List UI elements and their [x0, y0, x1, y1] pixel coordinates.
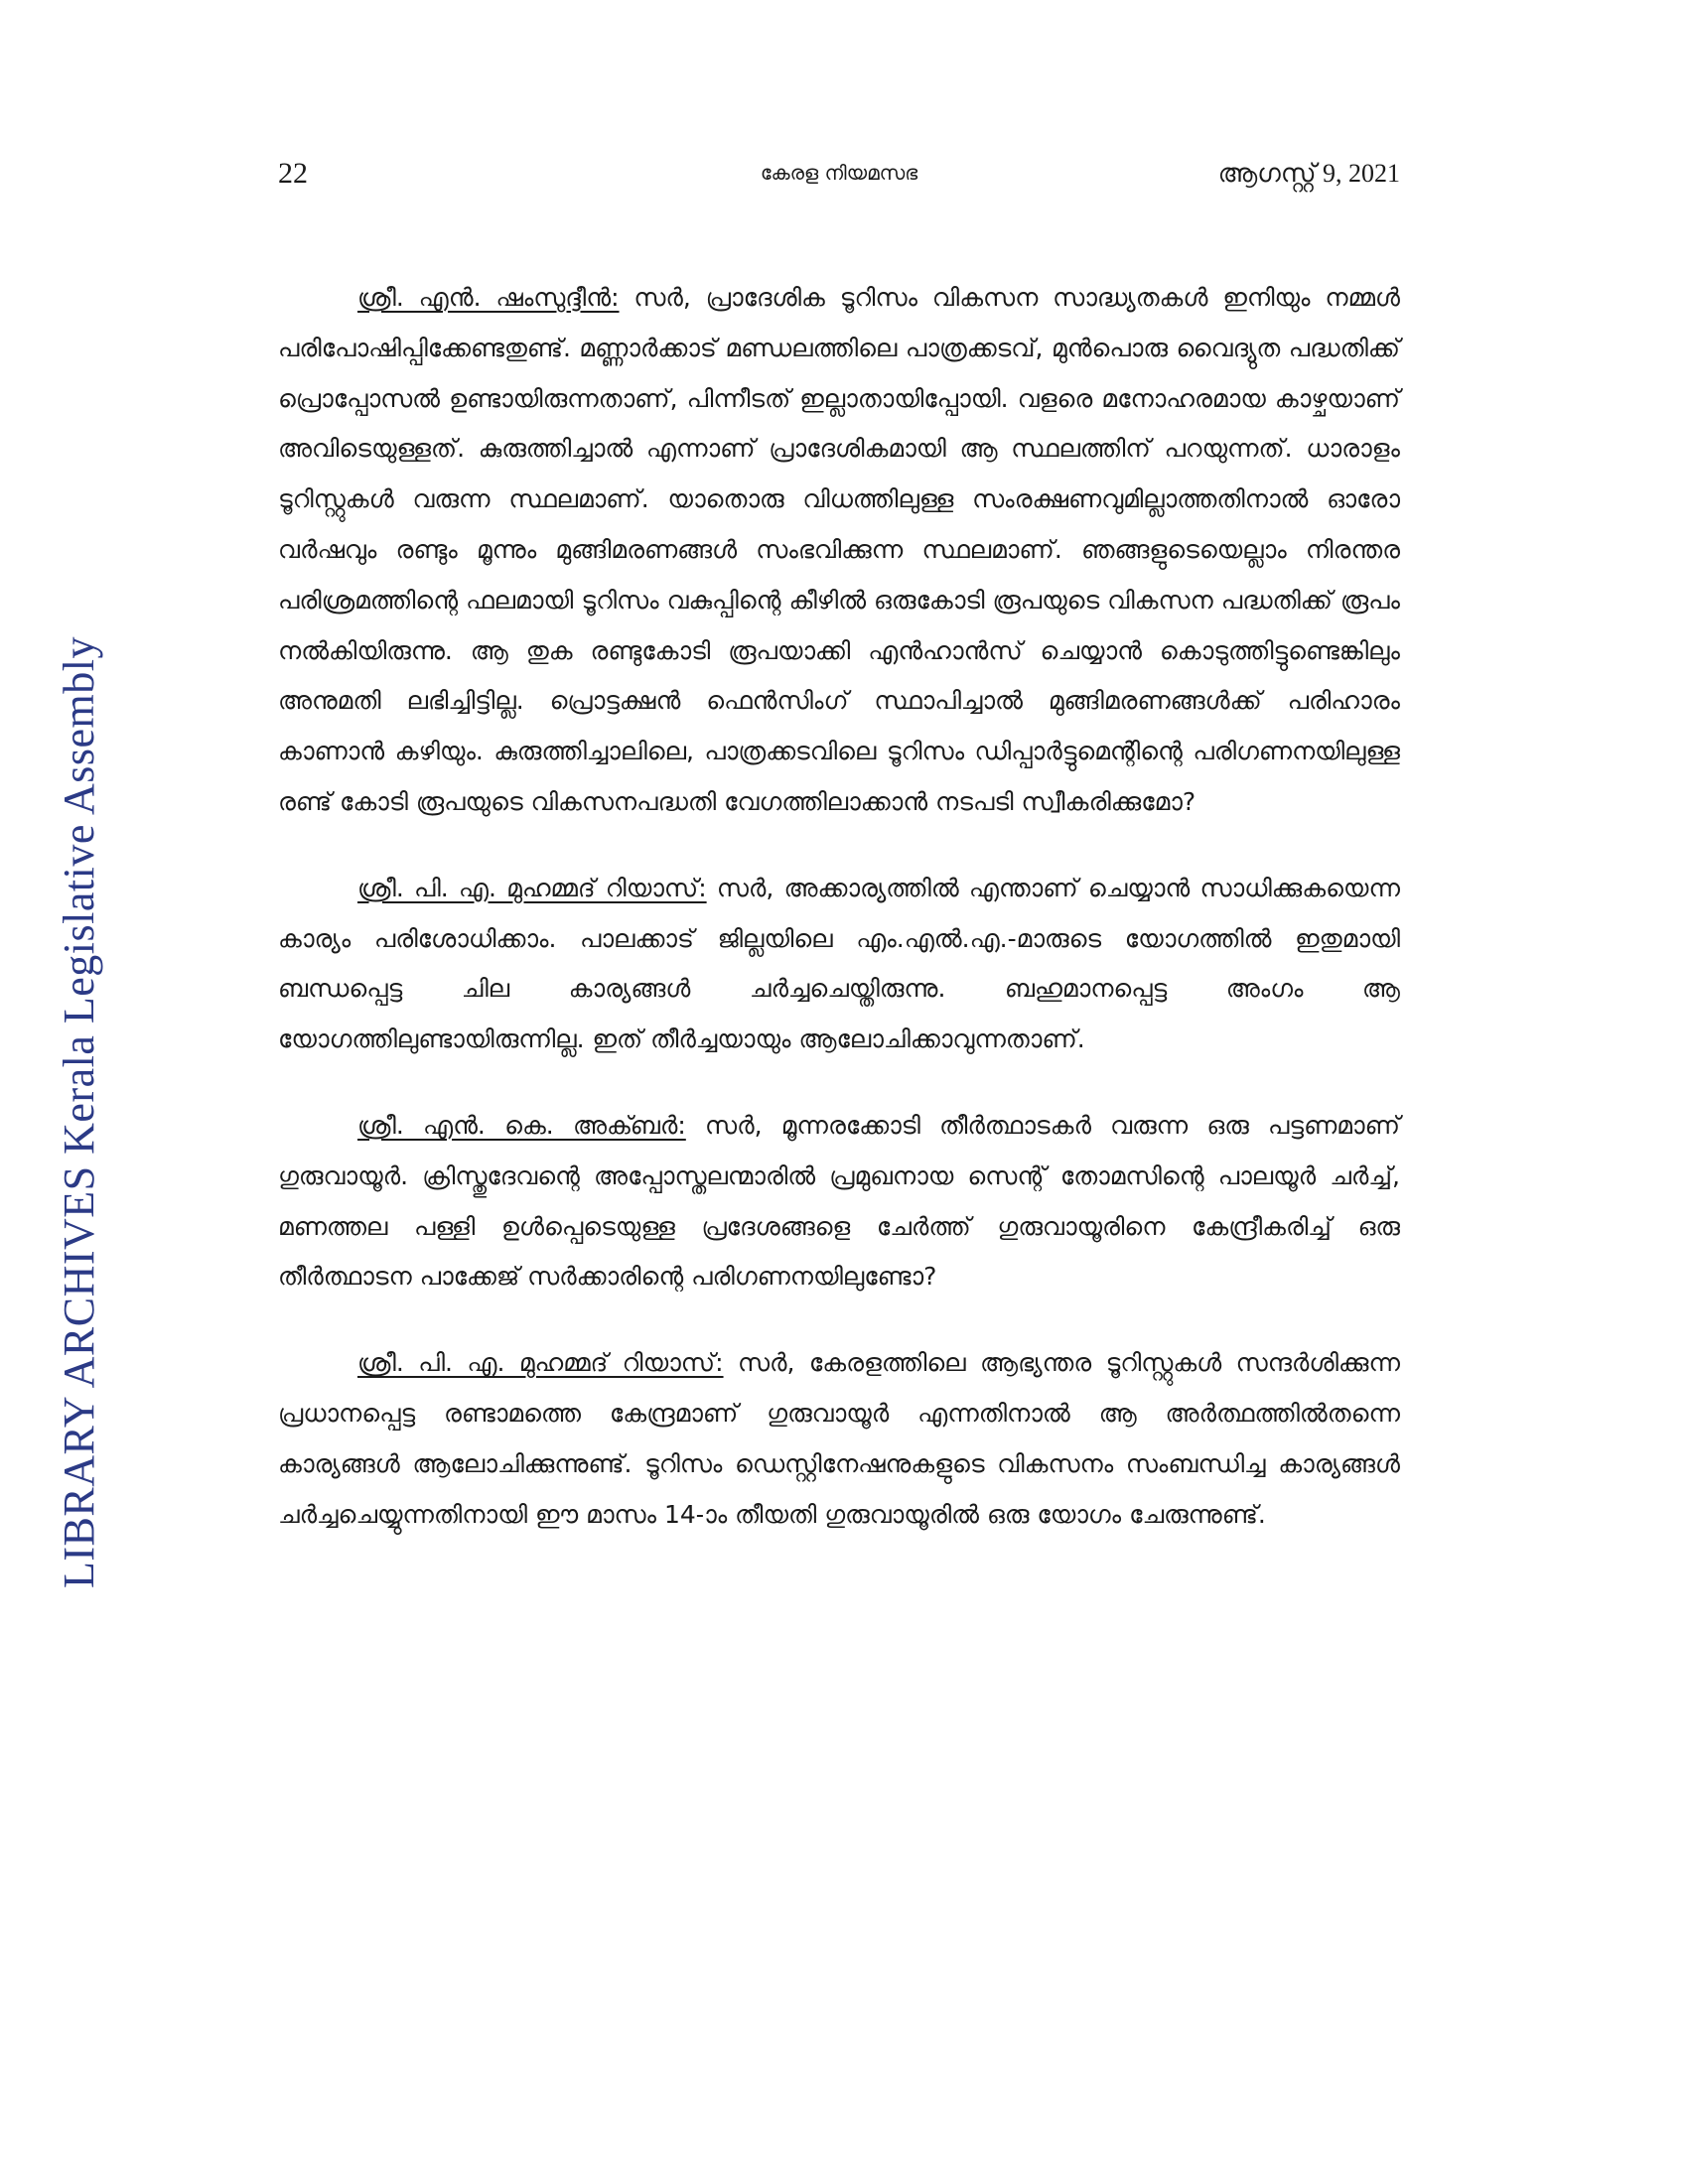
paragraph-2: [278, 864, 1400, 1065]
paragraph-text: സർ, അക്കാര്യത്തിൽ എന്താണ് ചെയ്യാൻ സാധിക്കുകയെന്ന കാര്യം പരിശോധിക്കാം. പാലക്കാട് ജില്ലയിലെ എം.എൽ.എ.-മാരുടെ യോഗത്തിൽ ഇതുമായി ബന്ധപ്പെട്ട ചില കാര്യങ്ങൾ ചർച്ചചെയ്തിരുന്നു. ബഹുമാനപ്പെട്ട അംഗം ആ യോഗത്തിലുണ്ടായിരുന്നില്ല. ഇത് തീർച്ചയായും ആലോചിക്കാവുന്നതാണ്.: [278, 873, 1400, 1054]
page-number: 22: [278, 157, 308, 190]
speaker-name: ശ്രീ. പി. എ. മുഹമ്മദ് റിയാസ്:: [357, 873, 707, 902]
paragraph-1: [278, 273, 1400, 828]
paragraph-4: [278, 1338, 1400, 1540]
header-date: ആഗസ്റ്റ് 9, 2021: [1217, 159, 1400, 188]
transcript-body: [278, 273, 1400, 1575]
header-title: കേരള നിയമസഭ: [760, 161, 918, 185]
speaker-name: ശ്രീ. എൻ. ഷംസുദ്ദീൻ:: [357, 283, 620, 312]
page-header: [278, 157, 1400, 205]
archive-watermark: LIBRARY ARCHIVES Kerala Legislative Assembly: [55, 636, 103, 1588]
paragraph-3: [278, 1101, 1400, 1302]
paragraph-text: സർ, കേരളത്തിലെ ആഭ്യന്തര ടൂറിസ്റ്റുകൾ സന്ദർശിക്കുന്ന പ്രധാനപ്പെട്ട രണ്ടാമത്തെ കേന്ദ്രമാണ് ഗുരുവായൂർ എന്നതിനാൽ ആ അർത്ഥത്തിൽതന്നെ കാര്യങ്ങൾ ആലോചിക്കുന്നുണ്ട്. ടൂറിസം ഡെസ്റ്റിനേഷനുകളുടെ വികസനം സംബന്ധിച്ച കാര്യങ്ങൾ ചർച്ചചെയ്യുന്നതിനായി ഈ മാസം 14-ാം തീയതി ഗുരുവായൂരിൽ ഒരു യോഗം ചേരുന്നുണ്ട്.: [278, 1348, 1401, 1529]
paragraph-text: സർ, മൂന്നരക്കോടി തീർത്ഥാടകർ വരുന്ന ഒരു പട്ടണമാണ് ഗുരുവായൂർ. ക്രിസ്തുദേവന്റെ അപ്പോസ്തലന്മാരിൽ പ്രമുഖനായ സെന്റ് തോമസിന്റെ പാലയൂർ ചർച്ച്, മണത്തല പള്ളി ഉൾപ്പെടെയുള്ള പ്രദേശങ്ങളെ ചേർത്ത് ഗുരുവായൂരിനെ കേന്ദ്രീകരിച്ച് ഒരു തീർത്ഥാടന പാക്കേജ് സർക്കാരിന്റെ പരിഗണനയിലുണ്ടോ?: [278, 1110, 1400, 1292]
paragraph-text: സർ, പ്രാദേശിക ടൂറിസം വികസന സാദ്ധ്യതകൾ ഇനിയും നമ്മൾ പരിപോഷിപ്പിക്കേണ്ടതുണ്ട്. മണ്ണാർക്കാട് മണ്ഡലത്തിലെ പാത്രക്കടവ്, മുൻപൊരു വൈദ്യുത പദ്ധതിക്ക് പ്രൊപ്പോസൽ ഉണ്ടായിരുന്നതാണ്, പിന്നീടത് ഇല്ലാതായിപ്പോയി. വളരെ മനോഹരമായ കാഴ്ചയാണ് അവിടെയുള്ളത്. കുരുത്തിച്ചാൽ എന്നാണ് പ്രാദേശികമായി ആ സ്ഥലത്തിന് പറയുന്നത്. ധാരാളം ടൂറിസ്റ്റുകൾ വരുന്ന സ്ഥലമാണ്. യാതൊരു വിധത്തിലുള്ള സംരക്ഷണവുമില്ലാത്തതിനാൽ ഓരോ വർഷവും രണ്ടും മൂന്നും മുങ്ങിമരണങ്ങൾ സംഭവിക്കുന്ന സ്ഥലമാണ്. ഞങ്ങളുടെയെല്ലാം നിരന്തര പരിശ്രമത്തിന്റെ ഫലമായി ടൂറിസം വകുപ്പിന്റെ കീഴിൽ ഒരുകോടി രൂപയുടെ വികസന പദ്ധതിക്ക് രൂപം നൽകിയിരുന്നു. ആ തുക രണ്ടുകോടി രൂപയാക്കി എൻഹാൻസ് ചെയ്യാൻ കൊടുത്തിട്ടുണ്ടെങ്കിലും അനുമതി ലഭിച്ചിട്ടില്ല. പ്രൊട്ടക്ഷൻ ഫെൻസിംഗ് സ്ഥാപിച്ചാൽ മുങ്ങിമരണങ്ങൾക്ക് പരിഹാരം കാണാൻ കഴിയും. കുരുത്തിച്ചാലിലെ, പാത്രക്കടവിലെ ടൂറിസം ഡിപ്പാർട്ടുമെന്റിന്റെ പരിഗണനയിലുള്ള രണ്ട് കോടി രൂപയുടെ വികസനപദ്ധതി വേഗത്തിലാക്കാൻ നടപടി സ്വീകരിക്കുമോ?: [278, 283, 1400, 816]
speaker-name: ശ്രീ. പി. എ. മുഹമ്മദ് റിയാസ്:: [357, 1348, 724, 1378]
speaker-name: ശ്രീ. എൻ. കെ. അക്ബർ:: [357, 1110, 686, 1140]
